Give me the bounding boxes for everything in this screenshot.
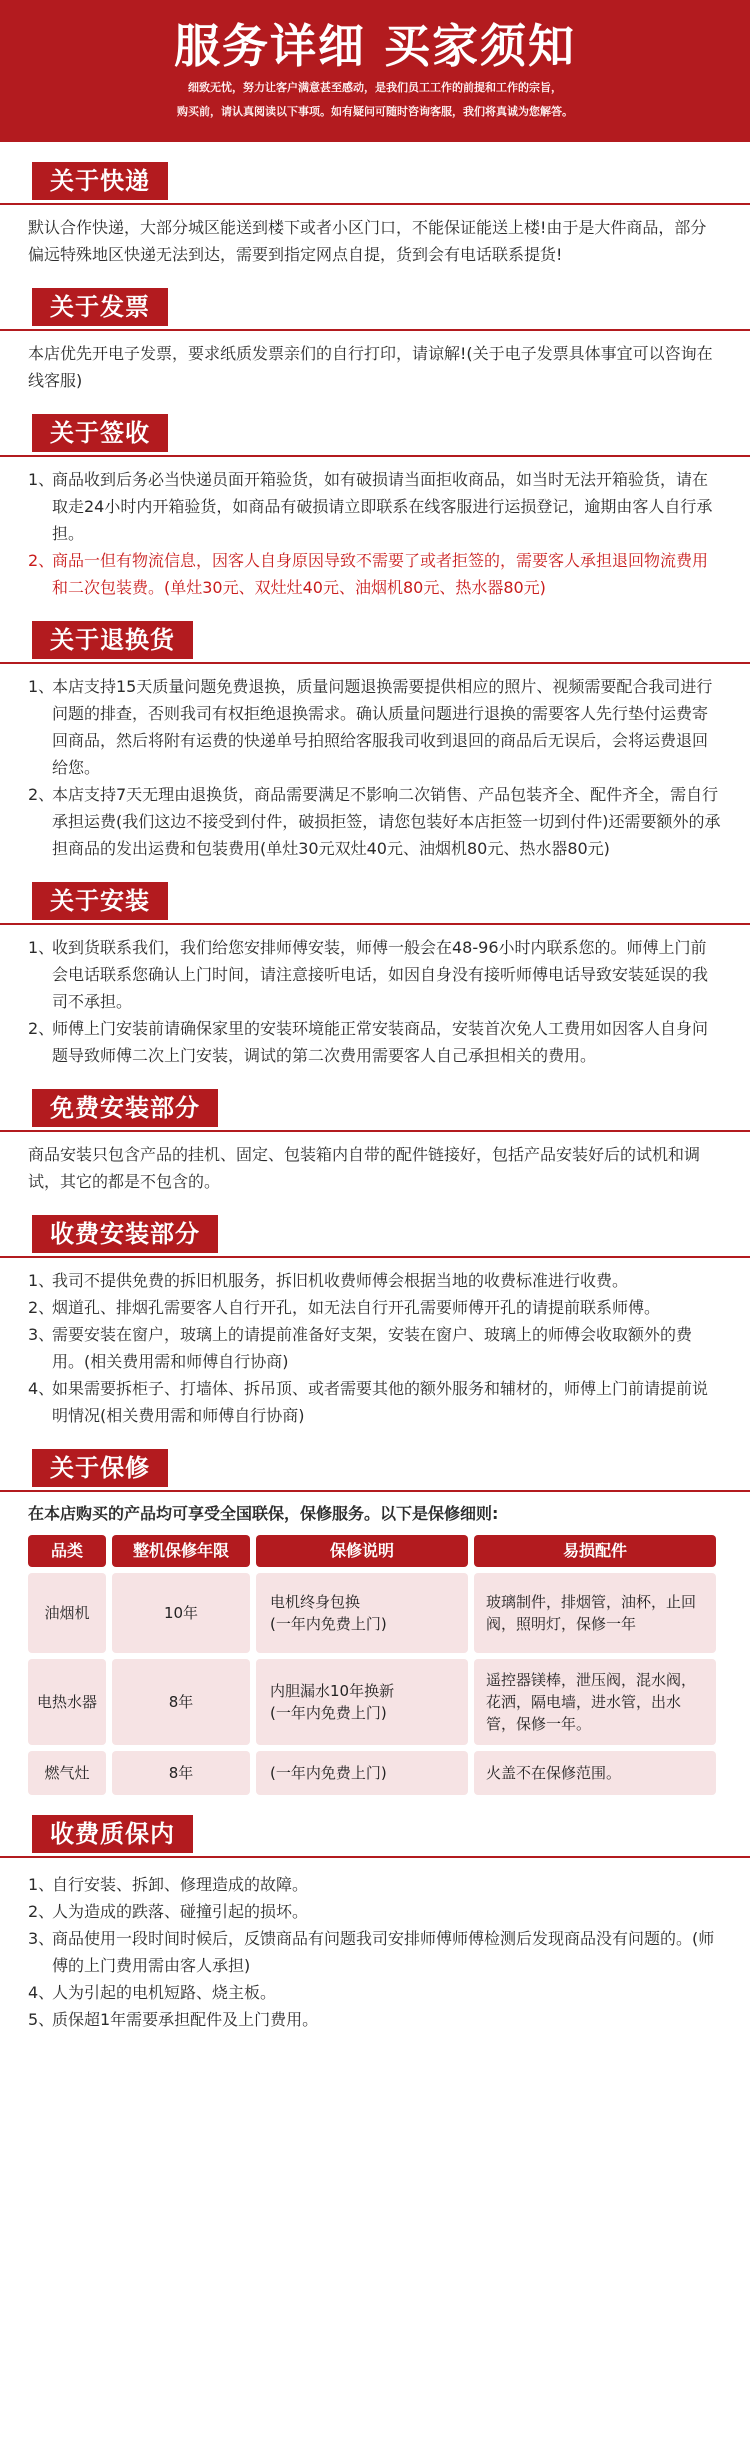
section-header (28, 1211, 722, 1257)
table-header-cell: 品类 (28, 1535, 106, 1567)
list-item (28, 1871, 722, 1898)
section-title: 收费安装部分 (32, 1215, 218, 1253)
table-cell-category: 油烟机 (28, 1573, 106, 1653)
table-header-cell: 易损配件 (474, 1535, 716, 1567)
table-row (28, 1751, 722, 1795)
list-item (28, 1267, 722, 1294)
section-paid-warranty (0, 1811, 750, 2033)
list-number: 4、 (28, 1379, 55, 1398)
list-number: 2、 (28, 551, 55, 570)
table-cell-parts: 玻璃制件，排烟管，油杯，止回阀，照明灯，保修一年 (474, 1573, 716, 1653)
table-cell-desc: (一年内免费上门) (256, 1751, 468, 1795)
free-install-text: 商品安装只包含产品的挂机、固定、包装箱内自带的配件链接好，包括产品安装好后的试机和调试，其它的都是不包含的。 (28, 1145, 701, 1191)
table-cell-parts: 火盖不在保修范围。 (474, 1751, 716, 1795)
list-number: 2、 (28, 1019, 55, 1038)
table-cell-desc: 内胆漏水10年换新 (一年内免费上门) (256, 1659, 468, 1745)
list-item (28, 781, 722, 862)
section-title: 收费质保内 (32, 1815, 193, 1853)
list-number: 5、 (28, 2010, 55, 2029)
table-header-row (28, 1535, 722, 1567)
section-title: 关于签收 (32, 414, 168, 452)
list-number: 2、 (28, 785, 55, 804)
section-header (28, 158, 722, 204)
table-row (28, 1659, 722, 1745)
section-divider (0, 1130, 750, 1132)
section-header (28, 878, 722, 924)
list-text: 商品一但有物流信息，因客人自身原因导致不需要了或者拒签的，需要客人承担退回物流费用和二次包装费。(单灶30元、双灶灶40元、油烟机80元、热水器80元) (52, 551, 709, 597)
list-item-highlight (28, 547, 722, 601)
list-text: 本店支持15天质量问题免费退换，质量问题退换需要提供相应的照片、视频需要配合我司进行问题的排查，否则我司有权拒绝退换需求。确认质量问题进行退换的需要客人先行垫付运费寄回商品，然后将附有运费的快递单号拍照给客服我司收到退回的商品后无误后，会将运费退回给您。 (52, 677, 713, 777)
section-returns (0, 617, 750, 862)
section-divider (0, 1490, 750, 1492)
list-text: 自行安装、拆卸、修理造成的故障。 (52, 1875, 309, 1894)
list-item (28, 1321, 722, 1375)
table-cell-years: 10年 (112, 1573, 250, 1653)
list-number: 3、 (28, 1929, 55, 1948)
install-list (28, 934, 722, 1069)
list-item (28, 1898, 722, 1925)
table-header-cell: 整机保修年限 (112, 1535, 250, 1567)
list-item (28, 1925, 722, 1979)
section-divider (0, 662, 750, 664)
section-divider (0, 1256, 750, 1258)
list-number: 3、 (28, 1325, 55, 1344)
section-header (28, 1085, 722, 1131)
section-paid-install (0, 1211, 750, 1429)
list-text: 烟道孔、排烟孔需要客人自行开孔，如无法自行开孔需要师傅开孔的请提前联系师傅。 (52, 1298, 661, 1317)
paid-warranty-list (28, 1871, 722, 2033)
section-signing (0, 410, 750, 601)
list-number: 1、 (28, 938, 55, 957)
list-item (28, 934, 722, 1015)
list-item (28, 1375, 722, 1429)
section-title: 关于快递 (32, 162, 168, 200)
table-cell-parts: 遥控器镁棒，泄压阀，混水阀，花洒，隔电墙，进水管，出水管，保修一年。 (474, 1659, 716, 1745)
section-express (0, 158, 750, 268)
warranty-intro: 在本店购买的产品均可享受全国联保，保修服务。以下是保修细则: (28, 1504, 499, 1523)
list-number: 1、 (28, 677, 55, 696)
list-text: 商品使用一段时间时候后，反馈商品有问题我司安排师傅师傅检测后发现商品没有问题的。(师傅的上门费用需由客人承担) (52, 1929, 715, 1975)
list-text: 人为引起的电机短路、烧主板。 (52, 1983, 277, 2002)
list-item (28, 1979, 722, 2006)
section-divider (0, 329, 750, 331)
list-number: 1、 (28, 470, 55, 489)
table-cell-category: 电热水器 (28, 1659, 106, 1745)
list-number: 1、 (28, 1875, 55, 1894)
list-item (28, 673, 722, 781)
table-cell-desc: 电机终身包换 (一年内免费上门) (256, 1573, 468, 1653)
header-banner (0, 0, 750, 142)
section-title: 关于退换货 (32, 621, 193, 659)
list-text: 师傅上门安装前请确保家里的安装环境能正常安装商品，安装首次免人工费用如因客人自身问题导致师傅二次上门安装，调试的第二次费用需要客人自己承担相关的费用。 (52, 1019, 709, 1065)
list-text: 收到货联系我们，我们给您安排师傅安装，师傅一般会在48-96小时内联系您的。师傅上门前会电话联系您确认上门时间，请注意接听电话，如因自身没有接听师傅电话导致安装延误的我司不承担。 (52, 938, 709, 1011)
section-title: 关于发票 (32, 288, 168, 326)
list-text: 商品收到后务必当快递员面开箱验货，如有破损请当面拒收商品，如当时无法开箱验货，请在取走24小时内开箱验货，如商品有破损请立即联系在线客服进行运损登记，逾期由客人自行承担。 (52, 470, 713, 543)
section-title: 关于安装 (32, 882, 168, 920)
list-text: 如果需要拆柜子、打墙体、拆吊顶、或者需要其他的额外服务和辅材的，师傅上门前请提前说明情况(相关费用需和师傅自行协商) (52, 1379, 709, 1425)
section-header (28, 284, 722, 330)
list-item (28, 1015, 722, 1069)
header-subtitle-1: 细致无忧，努力让客户满意甚至感动，是我们员工工作的前提和工作的宗旨， (188, 81, 562, 94)
page-title: 服务详细 买家须知 (173, 19, 576, 73)
signing-list (28, 466, 722, 601)
section-title: 免费安装部分 (32, 1089, 218, 1127)
section-title: 关于保修 (32, 1449, 168, 1487)
section-header (28, 410, 722, 456)
list-text: 我司不提供免费的拆旧机服务，拆旧机收费师傅会根据当地的收费标准进行收费。 (52, 1271, 629, 1290)
invoice-text: 本店优先开电子发票，要求纸质发票亲们的自行打印，请谅解!(关于电子发票具体事宜可以咨询在线客服) (28, 344, 713, 390)
section-invoice (0, 284, 750, 394)
section-free-install (0, 1085, 750, 1195)
list-text: 本店支持7天无理由退换货，商品需要满足不影响二次销售、产品包装齐全、配件齐全，需自行承担运费(我们这边不接受到付件，破损拒签，请您包装好本店拒签一切到付件)还需要额外的承担商品的发出运费和包装费用(单灶30元双灶40元、油烟机80元、热水器80元) (52, 785, 721, 858)
table-cell-category: 燃气灶 (28, 1751, 106, 1795)
list-item (28, 2006, 722, 2033)
table-header-cell: 保修说明 (256, 1535, 468, 1567)
header-subtitle-2: 购买前，请认真阅读以下事项。如有疑问可随时咨询客服，我们将真诚为您解答。 (177, 105, 573, 118)
warranty-table (28, 1535, 722, 1795)
section-install (0, 878, 750, 1069)
section-divider (0, 923, 750, 925)
list-number: 4、 (28, 1983, 55, 2002)
section-divider (0, 1856, 750, 1858)
table-cell-years: 8年 (112, 1659, 250, 1745)
list-number: 2、 (28, 1298, 55, 1317)
list-number: 2、 (28, 1902, 55, 1921)
list-text: 需要安装在窗户，玻璃上的请提前准备好支架，安装在窗户、玻璃上的师傅会收取额外的费用。(相关费用需和师傅自行协商) (52, 1325, 693, 1371)
section-warranty (0, 1445, 750, 1795)
section-divider (0, 203, 750, 205)
express-text: 默认合作快递，大部分城区能送到楼下或者小区门口，不能保证能送上楼!由于是大件商品，部分偏远特殊地区快递无法到达，需要到指定网点自提，货到会有电话联系提货! (28, 218, 707, 264)
list-text: 质保超1年需要承担配件及上门费用。 (52, 2010, 319, 2029)
list-text: 人为造成的跌落、碰撞引起的损坏。 (52, 1902, 309, 1921)
section-divider (0, 455, 750, 457)
table-row (28, 1573, 722, 1653)
list-item (28, 466, 722, 547)
table-cell-years: 8年 (112, 1751, 250, 1795)
section-header (28, 617, 722, 663)
paid-install-list (28, 1267, 722, 1429)
returns-list (28, 673, 722, 862)
list-item (28, 1294, 722, 1321)
section-header (28, 1811, 722, 1857)
section-header (28, 1445, 722, 1491)
list-number: 1、 (28, 1271, 55, 1290)
